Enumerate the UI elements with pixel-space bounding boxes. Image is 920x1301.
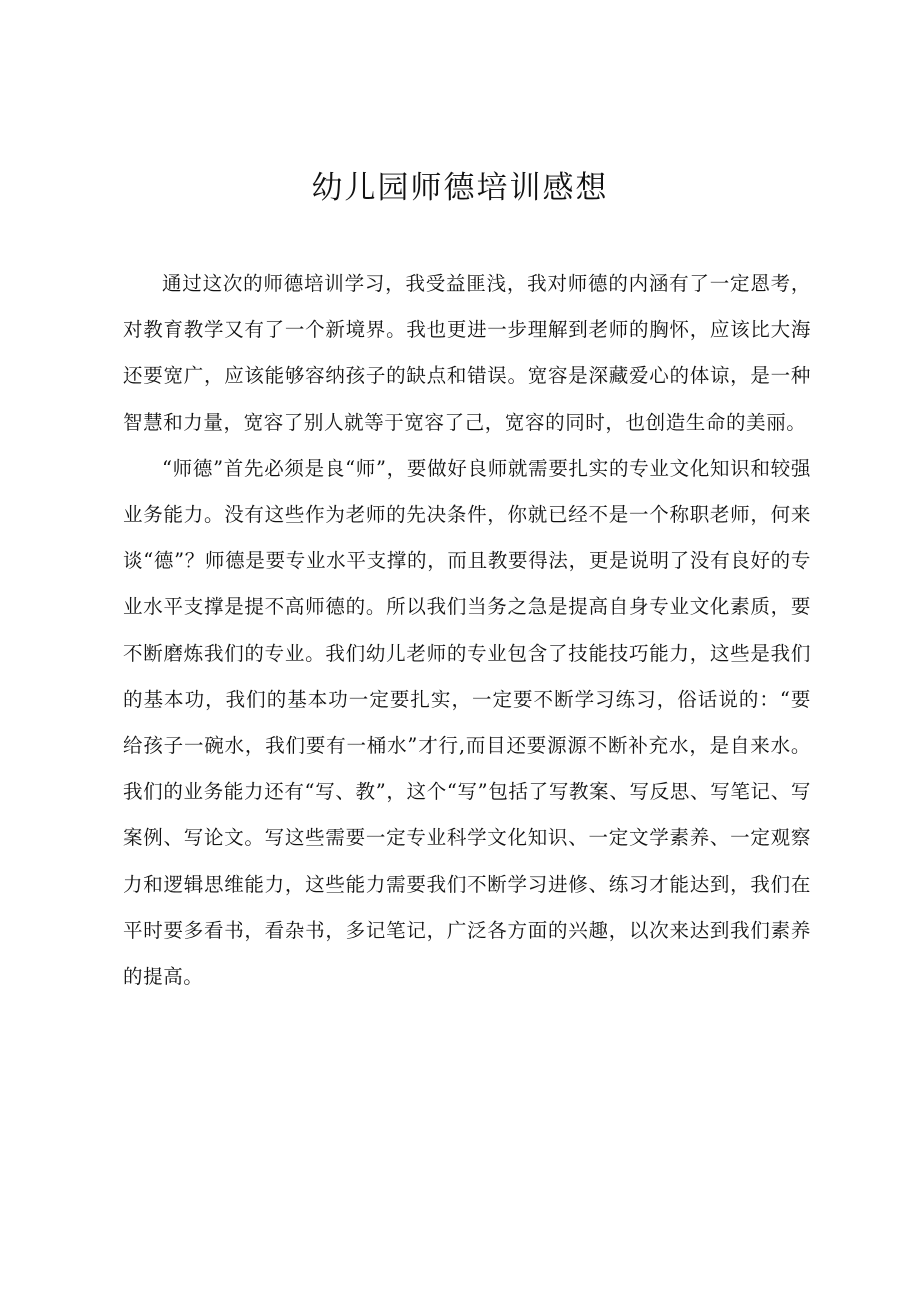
document-title: 幼儿园师德培训感想 [311,170,609,206]
document-body [123,261,811,1000]
paragraph-1: 通过这次的师德培训学习，我受益匪浅，我对师德的内涵有了一定恩考，对教育教学又有了一个新境界。我也更进一步理解到老师的胸怀，应该比大海还要宽广，应该能够容纳孩子的缺点和错误。宽容是深藏爱心的体谅，是一种智慧和力量，宽容了别人就等于宽容了己，宽容的同时，也创造生命的美丽。 [123,272,811,434]
paragraph-2: “师德”首先必须是良“师”，要做好良师就需要扎实的专业文化知识和较强业务能力。没有这些作为老师的先决条件，你就已经不是一个称职老师，何来谈“德”？师德是要专业水平支撑的，而且教要得法，更是说明了没有良好的专业水平支撑是提不高师德的。所以我们当务之急是提高自身专业文化素质，要不断磨炼我们的专业。我们幼儿老师的专业包含了技能技巧能力，这些是我们的基本功，我们的基本功一定要扎实，一定要不断学习练习，俗话说的：“要给孩子一碗水，我们要有一桶水”才行,而目还要源源不断补充水，是自来水。我们的业务能力还有“写、教”，这个“写”包括了写教案、写反思、写笔记、写案例、写论文。写这些需要一定专业科学文化知识、一定文学素养、一定观察力和逻辑思维能力，这些能力需要我们不断学习进修、练习才能达到，我们在平时要多看书，看杂书，多记笔记，广泛各方面的兴趣，以次来达到我们素养的提高。 [123,456,811,989]
